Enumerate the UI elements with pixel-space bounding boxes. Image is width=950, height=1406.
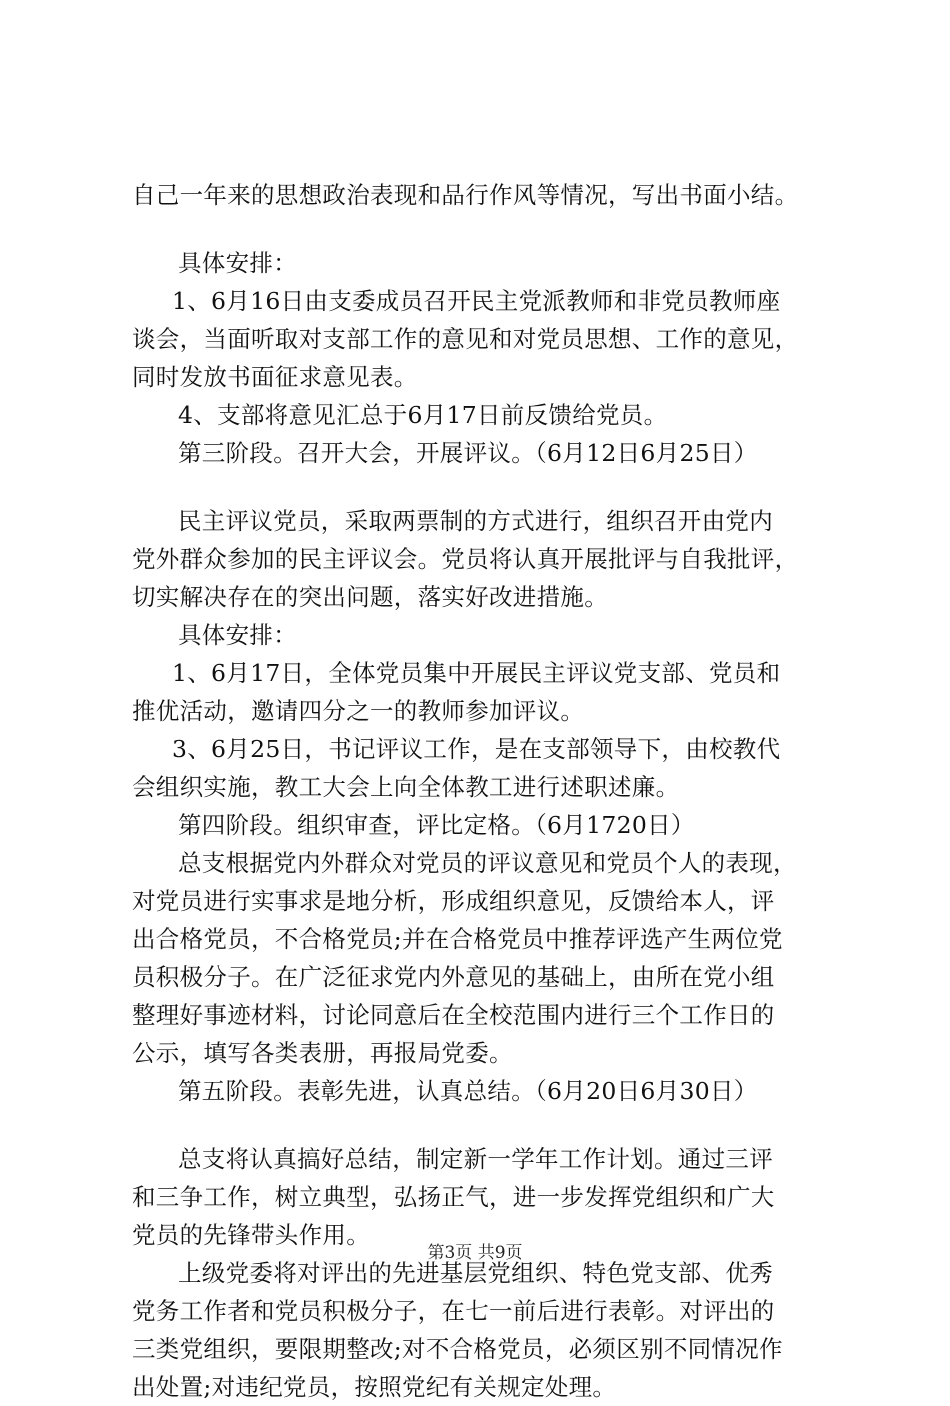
text-line: 推优活动，邀请四分之一的教师参加评议。 xyxy=(132,697,585,725)
stage-heading: 第三阶段。召开大会，开展评议。（6月12日6月25日） xyxy=(178,439,758,467)
text-line: 民主评议党员，采取两票制的方式进行，组织召开由党内 xyxy=(178,507,773,535)
text-line: 三类党组织，要限期整改;对不合格党员，必须区别不同情况作 xyxy=(132,1335,783,1363)
stage-heading: 第四阶段。组织审查，评比定格。（6月1720日） xyxy=(178,811,695,839)
page-footer xyxy=(0,1242,950,1264)
document-body xyxy=(132,176,832,1406)
text-line: 总支将认真搞好总结，制定新一学年工作计划。通过三评 xyxy=(178,1145,773,1173)
text-line: 4、支部将意见汇总于6月17日前反馈给党员。 xyxy=(178,401,668,429)
text-line: 整理好事迹材料，讨论同意后在全校范围内进行三个工作日的 xyxy=(132,1001,775,1029)
text-line: 和三争工作，树立典型，弘扬正气，进一步发挥党组织和广大 xyxy=(132,1183,775,1211)
text-line: 上级党委将对评出的先进基层党组织、特色党支部、优秀 xyxy=(178,1259,773,1287)
text-line: 自己一年来的思想政治表现和品行作风等情况，写出书面小结。 xyxy=(132,181,799,209)
text-line: 对党员进行实事求是地分析，形成组织意见，反馈给本人，评 xyxy=(132,887,775,915)
text-line: 党外群众参加的民主评议会。党员将认真开展批评与自我批评， xyxy=(132,545,799,573)
text-line: 总支根据党内外群众对党员的评议意见和党员个人的表现， xyxy=(178,849,797,877)
page-number: 第3页 共9页 xyxy=(427,1243,523,1263)
section-heading: 具体安排： xyxy=(178,621,297,649)
text-line: 会组织实施，教工大会上向全体教工进行述职述廉。 xyxy=(132,773,680,801)
text-line: 1、6月17日，全体党员集中开展民主评议党支部、党员和 xyxy=(172,659,781,687)
stage-heading: 第五阶段。表彰先进，认真总结。（6月20日6月30日） xyxy=(178,1077,758,1105)
text-line: 公示，填写各类表册，再报局党委。 xyxy=(132,1039,513,1067)
text-line: 员积极分子。在广泛征求党内外意见的基础上，由所在党小组 xyxy=(132,963,775,991)
text-line: 同时发放书面征求意见表。 xyxy=(132,363,418,391)
text-line: 切实解决存在的突出问题，落实好改进措施。 xyxy=(132,583,608,611)
text-line: 3、6月25日，书记评议工作，是在支部领导下，由校教代 xyxy=(172,735,781,763)
text-line: 出处置;对违纪党员，按照党纪有关规定处理。 xyxy=(132,1373,617,1401)
text-line: 出合格党员，不合格党员;并在合格党员中推荐评选产生两位党 xyxy=(132,925,783,953)
section-heading: 具体安排： xyxy=(178,249,297,277)
text-line: 党员的先锋带头作用。 xyxy=(132,1221,370,1249)
text-line: 谈会，当面听取对支部工作的意见和对党员思想、工作的意见， xyxy=(132,325,799,353)
text-line: 党务工作者和党员积极分子，在七一前后进行表彰。对评出的 xyxy=(132,1297,775,1325)
text-line: 1、6月16日由支委成员召开民主党派教师和非党员教师座 xyxy=(172,287,781,315)
